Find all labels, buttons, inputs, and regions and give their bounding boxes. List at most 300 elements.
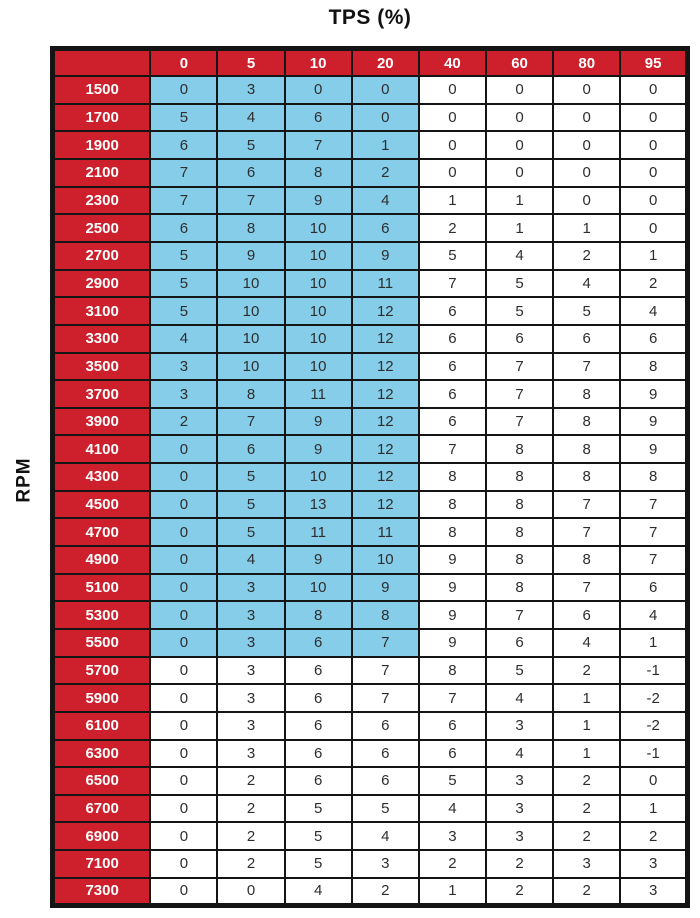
cell: 8: [486, 435, 553, 463]
cell: 0: [620, 131, 687, 159]
cell: 8: [285, 601, 352, 629]
row-header-rpm: 4900: [53, 546, 151, 574]
row-header-rpm: 3100: [53, 297, 151, 325]
cell: 0: [620, 104, 687, 132]
cell: 7: [150, 159, 217, 187]
cell: 5: [217, 131, 284, 159]
cell: 6: [285, 684, 352, 712]
cell: 7: [620, 518, 687, 546]
cell: 2: [553, 822, 620, 850]
row-header-rpm: 4700: [53, 518, 151, 546]
cell: 6: [419, 353, 486, 381]
cell: 6: [285, 629, 352, 657]
chart-title: TPS (%): [328, 6, 412, 29]
cell: 3: [217, 629, 284, 657]
cell: 6: [285, 104, 352, 132]
cell: 9: [620, 408, 687, 436]
table-header: [53, 49, 688, 77]
cell: 7: [553, 574, 620, 602]
row-header-rpm: 4500: [53, 491, 151, 519]
cell: 4: [217, 104, 284, 132]
cell: 9: [419, 574, 486, 602]
cell: 0: [150, 684, 217, 712]
cell: 7: [553, 491, 620, 519]
cell: 0: [486, 159, 553, 187]
row-header-rpm: 4300: [53, 463, 151, 491]
cell: 0: [150, 629, 217, 657]
row-header-rpm: 6700: [53, 795, 151, 823]
row-header-rpm: 5900: [53, 684, 151, 712]
cell: 6: [486, 629, 553, 657]
cell: 0: [620, 159, 687, 187]
cell: 5: [486, 297, 553, 325]
cell: 2: [217, 795, 284, 823]
cell: 5: [217, 518, 284, 546]
cell: 7: [150, 187, 217, 215]
column-header-tps: 20: [352, 49, 419, 77]
cell: 8: [620, 353, 687, 381]
cell: 8: [553, 408, 620, 436]
cell: 9: [285, 408, 352, 436]
cell: 4: [486, 684, 553, 712]
cell: 1: [486, 187, 553, 215]
cell: 0: [620, 214, 687, 242]
table-row: [53, 408, 688, 436]
cell: 7: [620, 491, 687, 519]
cell: 7: [352, 629, 419, 657]
cell: 0: [150, 546, 217, 574]
cell: 5: [150, 297, 217, 325]
cell: 0: [150, 795, 217, 823]
cell: 7: [419, 684, 486, 712]
column-header-tps: 5: [217, 49, 284, 77]
cell: 9: [419, 546, 486, 574]
cell: 6: [352, 740, 419, 768]
table-row: [53, 601, 688, 629]
cell: 6: [553, 325, 620, 353]
column-header-tps: 60: [486, 49, 553, 77]
cell: 2: [553, 795, 620, 823]
cell: 3: [486, 712, 553, 740]
cell: 3: [620, 850, 687, 878]
cell: 9: [620, 435, 687, 463]
table-row: [53, 325, 688, 353]
table-row: [53, 131, 688, 159]
cell: 0: [150, 712, 217, 740]
cell: 8: [217, 380, 284, 408]
cell: 9: [217, 242, 284, 270]
cell: 12: [352, 325, 419, 353]
table-row: [53, 159, 688, 187]
cell: 11: [352, 270, 419, 298]
cell: 6: [419, 408, 486, 436]
cell: 11: [352, 518, 419, 546]
cell: 6: [419, 380, 486, 408]
cell: 8: [620, 463, 687, 491]
row-header-rpm: 6100: [53, 712, 151, 740]
cell: 2: [486, 850, 553, 878]
row-header-rpm: 1500: [53, 76, 151, 104]
cell: 6: [285, 767, 352, 795]
cell: 5: [486, 657, 553, 685]
cell: 10: [285, 297, 352, 325]
cell: 0: [150, 435, 217, 463]
cell: 3: [486, 822, 553, 850]
cell: 0: [352, 76, 419, 104]
cell: -1: [620, 657, 687, 685]
cell: 0: [419, 131, 486, 159]
cell: 3: [217, 712, 284, 740]
cell: 9: [285, 546, 352, 574]
cell: 5: [150, 104, 217, 132]
cell: 8: [553, 546, 620, 574]
cell: 0: [150, 878, 217, 906]
cell: 5: [150, 270, 217, 298]
cell: 8: [486, 574, 553, 602]
cell: 3: [150, 380, 217, 408]
table-row: [53, 187, 688, 215]
y-axis-label: RPM: [13, 456, 35, 503]
cell: 10: [285, 214, 352, 242]
cell: 6: [285, 657, 352, 685]
cell: 2: [150, 408, 217, 436]
cell: 6: [620, 325, 687, 353]
cell: 6: [352, 712, 419, 740]
cell: 0: [620, 767, 687, 795]
cell: 2: [620, 270, 687, 298]
column-header-tps: 95: [620, 49, 687, 77]
cell: 8: [553, 435, 620, 463]
corner-cell: [53, 49, 151, 77]
table-row: [53, 491, 688, 519]
cell: 7: [352, 657, 419, 685]
cell: 12: [352, 463, 419, 491]
cell: 3: [486, 795, 553, 823]
cell: 4: [352, 187, 419, 215]
table-row: [53, 574, 688, 602]
cell: 2: [352, 159, 419, 187]
cell: 1: [553, 214, 620, 242]
table-row: [53, 214, 688, 242]
cell: 6: [150, 131, 217, 159]
cell: 2: [419, 850, 486, 878]
cell: 10: [285, 463, 352, 491]
table-row: [53, 518, 688, 546]
cell: 8: [217, 214, 284, 242]
cell: 0: [150, 657, 217, 685]
cell: 2: [486, 878, 553, 906]
table-row: [53, 767, 688, 795]
cell: 0: [150, 574, 217, 602]
table-row: [53, 463, 688, 491]
table-row: [53, 104, 688, 132]
cell: 0: [150, 518, 217, 546]
cell: 13: [285, 491, 352, 519]
cell: 5: [352, 795, 419, 823]
table-row: [53, 242, 688, 270]
cell: 0: [553, 104, 620, 132]
cell: 2: [352, 878, 419, 906]
table-row: [53, 712, 688, 740]
cell: 3: [217, 684, 284, 712]
cell: 6: [419, 325, 486, 353]
row-header-rpm: 1700: [53, 104, 151, 132]
table-row: [53, 297, 688, 325]
cell: 6: [419, 740, 486, 768]
cell: 0: [553, 131, 620, 159]
cell: 0: [419, 159, 486, 187]
cell: 5: [150, 242, 217, 270]
cell: 7: [486, 353, 553, 381]
cell: 11: [285, 518, 352, 546]
cell: 5: [285, 795, 352, 823]
cell: 1: [553, 712, 620, 740]
cell: 6: [217, 159, 284, 187]
cell: 2: [419, 214, 486, 242]
cell: 1: [419, 187, 486, 215]
cell: 4: [486, 242, 553, 270]
row-header-rpm: 7100: [53, 850, 151, 878]
cell: 8: [486, 491, 553, 519]
cell: 5: [285, 822, 352, 850]
cell: 10: [285, 242, 352, 270]
cell: 5: [217, 491, 284, 519]
cell: 4: [217, 546, 284, 574]
cell: 5: [553, 297, 620, 325]
cell: 7: [553, 353, 620, 381]
cell: 8: [419, 463, 486, 491]
cell: 7: [217, 408, 284, 436]
cell: 8: [285, 159, 352, 187]
row-header-rpm: 3500: [53, 353, 151, 381]
cell: 9: [352, 242, 419, 270]
table-row: [53, 684, 688, 712]
cell: 2: [553, 878, 620, 906]
cell: 7: [620, 546, 687, 574]
column-header-tps: 0: [150, 49, 217, 77]
row-header-rpm: 3300: [53, 325, 151, 353]
table-row: [53, 353, 688, 381]
cell: 2: [553, 242, 620, 270]
cell: 6: [285, 740, 352, 768]
cell: 1: [486, 214, 553, 242]
cell: 7: [486, 380, 553, 408]
cell: 5: [419, 242, 486, 270]
cell: 6: [217, 435, 284, 463]
row-header-rpm: 2100: [53, 159, 151, 187]
column-header-tps: 10: [285, 49, 352, 77]
row-header-rpm: 3700: [53, 380, 151, 408]
table-row: [53, 546, 688, 574]
cell: 7: [486, 408, 553, 436]
cell: 3: [150, 353, 217, 381]
tps-rpm-table: [50, 46, 690, 908]
cell: 0: [553, 187, 620, 215]
cell: 3: [217, 601, 284, 629]
row-header-rpm: 5100: [53, 574, 151, 602]
row-header-rpm: 3900: [53, 408, 151, 436]
table-row: [53, 850, 688, 878]
cell: 2: [553, 767, 620, 795]
cell: 12: [352, 297, 419, 325]
cell: 1: [620, 629, 687, 657]
cell: 0: [150, 601, 217, 629]
y-axis-label-container: [0, 46, 50, 913]
cell: 7: [352, 684, 419, 712]
cell: 9: [285, 435, 352, 463]
cell: 12: [352, 353, 419, 381]
cell: 3: [217, 76, 284, 104]
cell: 1: [620, 795, 687, 823]
cell: 1: [620, 242, 687, 270]
table-row: [53, 629, 688, 657]
cell: 2: [217, 822, 284, 850]
cell: 8: [352, 601, 419, 629]
cell: 6: [486, 325, 553, 353]
row-header-rpm: 6900: [53, 822, 151, 850]
cell: 5: [486, 270, 553, 298]
cell: 0: [553, 159, 620, 187]
cell: 7: [553, 518, 620, 546]
cell: 8: [419, 657, 486, 685]
row-header-rpm: 6500: [53, 767, 151, 795]
cell: 4: [150, 325, 217, 353]
cell: 0: [486, 76, 553, 104]
cell: 7: [217, 187, 284, 215]
cell: 4: [352, 822, 419, 850]
cell: 3: [419, 822, 486, 850]
cell: 6: [352, 767, 419, 795]
cell: 10: [285, 353, 352, 381]
cell: 0: [486, 104, 553, 132]
cell: 3: [217, 574, 284, 602]
cell: 1: [352, 131, 419, 159]
cell: 0: [419, 76, 486, 104]
cell: 12: [352, 435, 419, 463]
table-row: [53, 795, 688, 823]
cell: 8: [419, 491, 486, 519]
row-header-rpm: 2500: [53, 214, 151, 242]
cell: 3: [620, 878, 687, 906]
cell: 10: [285, 574, 352, 602]
cell: 10: [217, 270, 284, 298]
cell: 4: [486, 740, 553, 768]
cell: 0: [620, 187, 687, 215]
column-header-tps: 40: [419, 49, 486, 77]
cell: 3: [217, 740, 284, 768]
cell: 8: [486, 463, 553, 491]
cell: 2: [217, 850, 284, 878]
cell: 3: [352, 850, 419, 878]
cell: 0: [553, 76, 620, 104]
cell: 0: [150, 767, 217, 795]
cell: 8: [553, 380, 620, 408]
cell: -2: [620, 684, 687, 712]
cell: 11: [285, 380, 352, 408]
row-header-rpm: 5700: [53, 657, 151, 685]
cell: 6: [150, 214, 217, 242]
cell: 1: [553, 684, 620, 712]
row-header-rpm: 5500: [53, 629, 151, 657]
cell: 12: [352, 380, 419, 408]
cell: 0: [150, 850, 217, 878]
cell: 6: [419, 297, 486, 325]
cell: 8: [553, 463, 620, 491]
table-row: [53, 76, 688, 104]
cell: 0: [620, 76, 687, 104]
table-row: [53, 822, 688, 850]
table-row: [53, 380, 688, 408]
cell: 0: [150, 740, 217, 768]
cell: 3: [553, 850, 620, 878]
cell: 10: [285, 325, 352, 353]
cell: 0: [486, 131, 553, 159]
cell: 5: [217, 463, 284, 491]
cell: 0: [150, 463, 217, 491]
cell: 9: [352, 574, 419, 602]
table-row: [53, 657, 688, 685]
row-header-rpm: 7300: [53, 878, 151, 906]
cell: 10: [217, 353, 284, 381]
cell: -1: [620, 740, 687, 768]
cell: 9: [620, 380, 687, 408]
cell: 1: [553, 740, 620, 768]
cell: 4: [620, 297, 687, 325]
cell: 0: [419, 104, 486, 132]
cell: 7: [419, 435, 486, 463]
cell: 3: [217, 657, 284, 685]
cell: 0: [150, 822, 217, 850]
cell: 2: [620, 822, 687, 850]
cell: 4: [553, 629, 620, 657]
cell: 2: [217, 767, 284, 795]
table-body: [53, 76, 688, 905]
cell: 7: [285, 131, 352, 159]
cell: 8: [486, 546, 553, 574]
cell: 8: [486, 518, 553, 546]
cell: 9: [419, 601, 486, 629]
cell: 1: [419, 878, 486, 906]
cell: 6: [419, 712, 486, 740]
cell: 6: [285, 712, 352, 740]
table-row: [53, 435, 688, 463]
row-header-rpm: 2700: [53, 242, 151, 270]
cell: 10: [352, 546, 419, 574]
cell: 4: [419, 795, 486, 823]
cell: -2: [620, 712, 687, 740]
cell: 2: [553, 657, 620, 685]
cell: 0: [217, 878, 284, 906]
cell: 6: [352, 214, 419, 242]
cell: 10: [285, 270, 352, 298]
cell: 12: [352, 408, 419, 436]
cell: 6: [620, 574, 687, 602]
row-header-rpm: 1900: [53, 131, 151, 159]
cell: 7: [486, 601, 553, 629]
cell: 3: [486, 767, 553, 795]
row-header-rpm: 5300: [53, 601, 151, 629]
column-header-tps: 80: [553, 49, 620, 77]
table-row: [53, 878, 688, 906]
cell: 0: [285, 76, 352, 104]
cell: 6: [553, 601, 620, 629]
row-header-rpm: 2900: [53, 270, 151, 298]
cell: 4: [620, 601, 687, 629]
cell: 0: [150, 76, 217, 104]
table-row: [53, 270, 688, 298]
cell: 8: [419, 518, 486, 546]
cell: 0: [352, 104, 419, 132]
